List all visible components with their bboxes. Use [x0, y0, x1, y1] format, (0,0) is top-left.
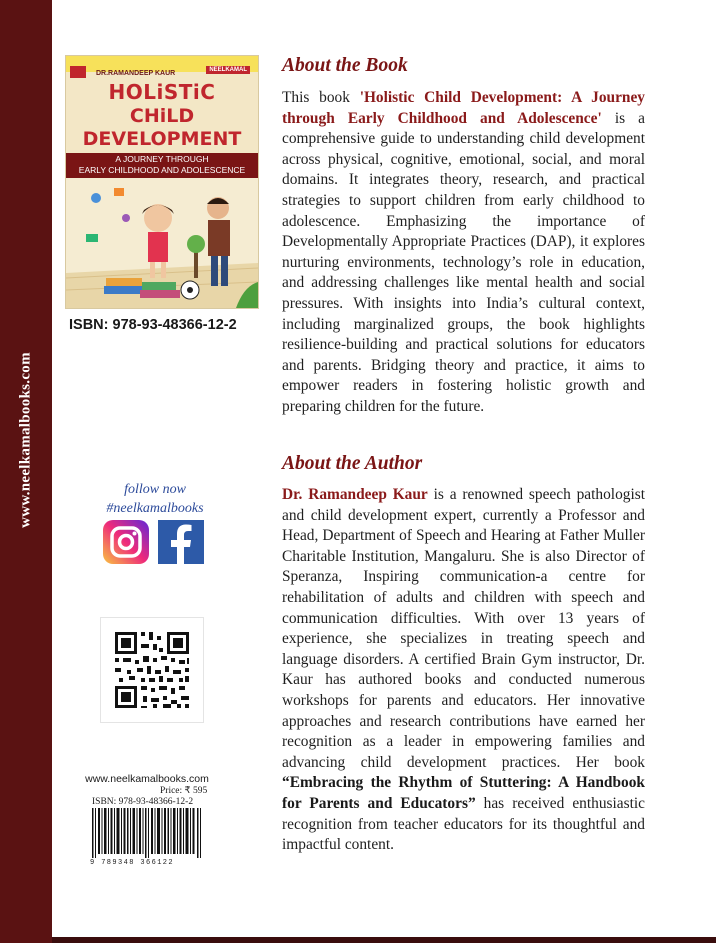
bottom-strip: [52, 937, 716, 943]
cover-title-line1: HOLiSTiC: [108, 80, 216, 104]
barcode-price: Price: ₹ 595: [160, 786, 208, 796]
about-author-paragraph: [282, 485, 645, 856]
about-author-closing: has received enthusiastic recognition from teacher educators for its thoughtful and impactful content.: [282, 794, 645, 854]
cover-title-line3: DEVELOPMENT: [82, 128, 242, 150]
about-author-body: is a renowned speech pathologist and child development expert, currently a Professor and Head, Department of Speech and Hearing at Father Muller Charitable Institution, Mangaluru. She is also Director of Speranza, Inspiring communication-a centre for rehabilitation of adults and children with speech and communication difficulties. With over 13 years of experience, she specializes in treating speech and language disorders. A certified Brain Gym instructor, Dr. Kaur has authored books and conducted numerous workshops for parents and educators. Her innovative approaches and research contributions have earned her recognition as a leader in empowering families and advancing child development practices. Her book: [282, 486, 645, 771]
cover-subtitle-line1: A JOURNEY THROUGH: [115, 154, 209, 164]
cover-author: DR.RAMANDEEP KAUR: [96, 70, 176, 77]
barcode-digits: 9 789348 366122: [90, 859, 175, 867]
cover-publisher: NEELKAMAL: [206, 66, 250, 74]
social-follow: [100, 480, 210, 518]
barcode-isbn: ISBN: 978-93-48366-12-2: [92, 797, 194, 807]
qr-code[interactable]: [101, 618, 203, 722]
hashtag-text: #neelkamalbooks: [106, 501, 204, 516]
book-title: 'Holistic Child Development: A Journey through Early Childhood and Adolescence': [282, 89, 646, 127]
spine-website: www.neelkamalbooks.com: [17, 352, 34, 528]
cover-subtitle-band: [66, 153, 258, 178]
about-book-intro: This book: [282, 89, 360, 106]
facebook-icon[interactable]: [158, 520, 204, 564]
cover-subtitle-line2: EARLY CHILDHOOD AND ADOLESCENCE: [78, 165, 246, 175]
about-author-heading: About the Author: [282, 453, 423, 474]
about-book-paragraph: [282, 88, 645, 418]
publisher-logo-icon: [70, 66, 86, 78]
follow-text: follow now: [124, 482, 186, 497]
other-book-title: “Embracing the Rhythm of Stuttering: A Handbook for Parents and Educators”: [282, 774, 645, 812]
isbn-label: ISBN: 978-93-48366-12-2: [69, 317, 237, 333]
instagram-icon[interactable]: [103, 520, 149, 564]
spine: [0, 0, 52, 943]
cover-illustration: [66, 178, 258, 308]
about-book-heading: About the Book: [282, 55, 408, 76]
barcode-website: www.neelkamalbooks.com: [85, 773, 209, 785]
cover-title-line2: CHiLD: [129, 105, 195, 127]
author-name: Dr. Ramandeep Kaur: [282, 486, 428, 503]
about-book-body: is a comprehensive guide to understanding child development across physical, cognitive, emotional, social, and moral domains. It integrates theory, research, and practical strategies to support children from early childhood to adolescence. Emphasizing the importance of Developmentally Appropriate Practices (DAP), it explores nurturing environments, technology’s role in education, and addressing challenges like mental health and social pressures. With insights into India’s cultural context, including marginalized groups, the book highlights resilience-building and practical solutions for educators and parents. Bridging theory and practice, it aims to empower readers in fostering holistic growth and preparing children for the future.: [282, 109, 645, 415]
barcode: [90, 808, 204, 858]
book-cover-thumbnail: [65, 55, 259, 309]
